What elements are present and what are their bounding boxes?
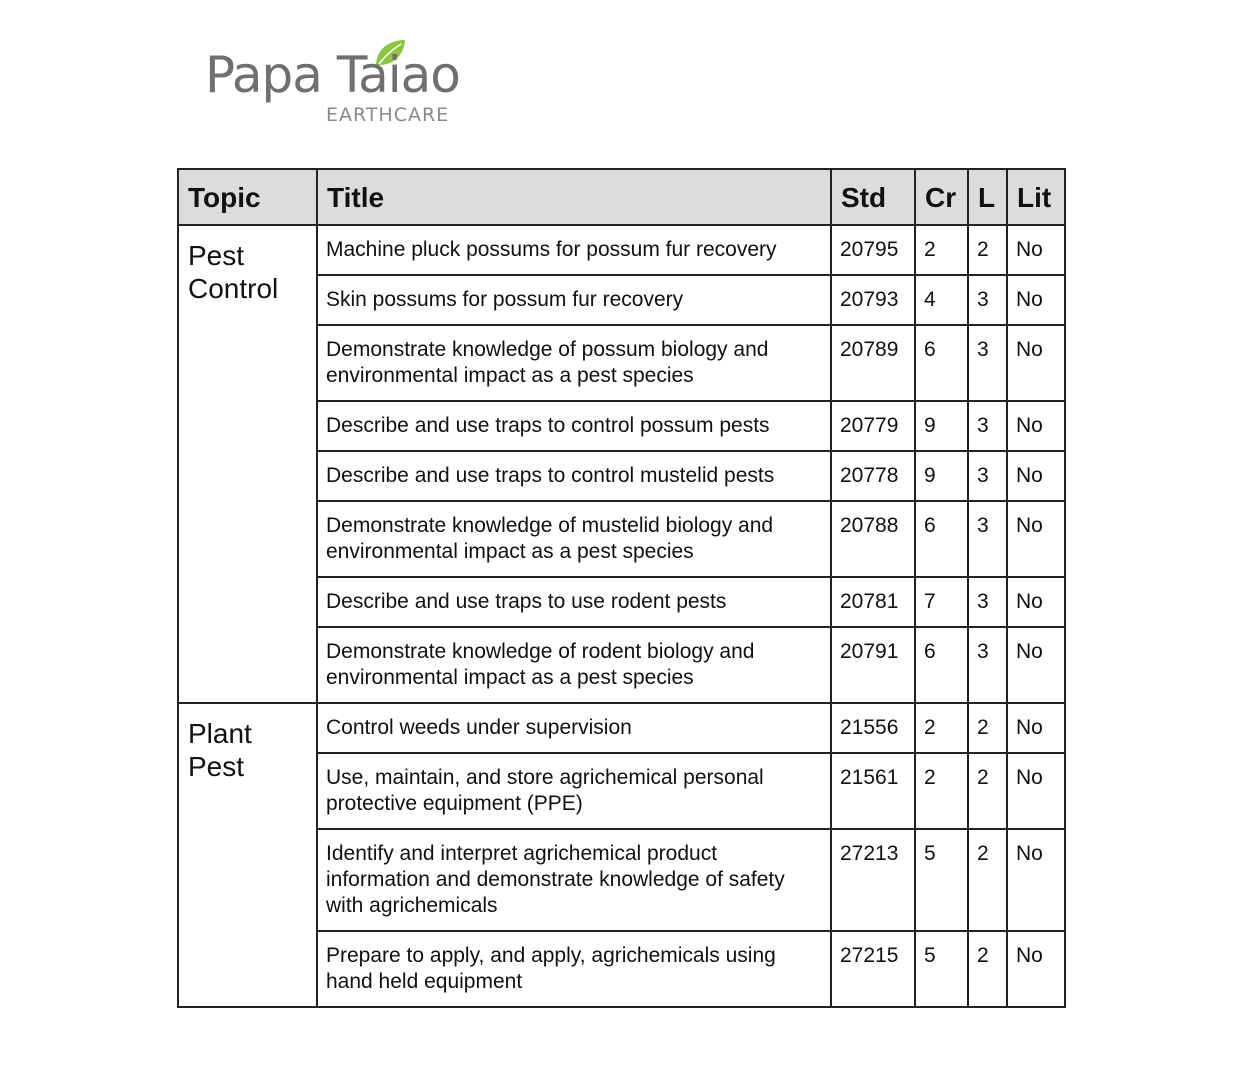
- level-cell: 3: [968, 451, 1007, 501]
- lit-cell: No: [1007, 401, 1065, 451]
- std-cell: 21556: [831, 703, 915, 753]
- lit-cell: No: [1007, 577, 1065, 627]
- cr-cell: 5: [915, 829, 968, 931]
- table-row: [178, 225, 1065, 275]
- header-cr: Cr: [915, 169, 968, 225]
- level-cell: 2: [968, 703, 1007, 753]
- std-cell: 27213: [831, 829, 915, 931]
- std-cell: 20789: [831, 325, 915, 401]
- cr-cell: 7: [915, 577, 968, 627]
- logo-subtitle: EARTHCARE: [326, 104, 450, 126]
- level-cell: 3: [968, 501, 1007, 577]
- header-std: Std: [831, 169, 915, 225]
- title-cell: Use, maintain, and store agrichemical personal protective equipment (PPE): [317, 753, 831, 829]
- level-cell: 2: [968, 931, 1007, 1007]
- lit-cell: No: [1007, 829, 1065, 931]
- logo: [205, 38, 460, 130]
- cr-cell: 2: [915, 753, 968, 829]
- level-cell: 2: [968, 225, 1007, 275]
- header-row: [178, 169, 1065, 225]
- logo-brand: Papa Taiao: [205, 46, 460, 104]
- level-cell: 3: [968, 275, 1007, 325]
- title-cell: Describe and use traps to control possum pests: [317, 401, 831, 451]
- std-cell: 27215: [831, 931, 915, 1007]
- topic-cell: Pest Control: [178, 225, 317, 703]
- cr-cell: 6: [915, 627, 968, 703]
- header-title: Title: [317, 169, 831, 225]
- title-cell: Describe and use traps to use rodent pests: [317, 577, 831, 627]
- lit-cell: No: [1007, 931, 1065, 1007]
- table-row: [178, 703, 1065, 753]
- lit-cell: No: [1007, 501, 1065, 577]
- lit-cell: No: [1007, 325, 1065, 401]
- cr-cell: 6: [915, 325, 968, 401]
- title-cell: Skin possums for possum fur recovery: [317, 275, 831, 325]
- lit-cell: No: [1007, 753, 1065, 829]
- header-l: L: [968, 169, 1007, 225]
- lit-cell: No: [1007, 627, 1065, 703]
- cr-cell: 2: [915, 225, 968, 275]
- cr-cell: 9: [915, 451, 968, 501]
- cr-cell: 5: [915, 931, 968, 1007]
- topic-cell: Plant Pest: [178, 703, 317, 1007]
- std-cell: 20788: [831, 501, 915, 577]
- std-cell: 20791: [831, 627, 915, 703]
- header-lit: Lit: [1007, 169, 1065, 225]
- std-cell: 21561: [831, 753, 915, 829]
- title-cell: Identify and interpret agrichemical product information and demonstrate knowledge of safety with agrichemicals: [317, 829, 831, 931]
- std-cell: 20795: [831, 225, 915, 275]
- level-cell: 2: [968, 753, 1007, 829]
- title-cell: Demonstrate knowledge of mustelid biology and environmental impact as a pest species: [317, 501, 831, 577]
- cr-cell: 6: [915, 501, 968, 577]
- title-cell: Demonstrate knowledge of rodent biology and environmental impact as a pest species: [317, 627, 831, 703]
- std-cell: 20781: [831, 577, 915, 627]
- table-body: [178, 225, 1065, 1007]
- std-cell: 20779: [831, 401, 915, 451]
- level-cell: 2: [968, 829, 1007, 931]
- level-cell: 3: [968, 401, 1007, 451]
- lit-cell: No: [1007, 225, 1065, 275]
- cr-cell: 4: [915, 275, 968, 325]
- lit-cell: No: [1007, 703, 1065, 753]
- level-cell: 3: [968, 325, 1007, 401]
- title-cell: Prepare to apply, and apply, agrichemicals using hand held equipment: [317, 931, 831, 1007]
- unit-standards-table: [177, 168, 1066, 1008]
- title-cell: Describe and use traps to control mustelid pests: [317, 451, 831, 501]
- title-cell: Demonstrate knowledge of possum biology and environmental impact as a pest species: [317, 325, 831, 401]
- title-cell: Machine pluck possums for possum fur recovery: [317, 225, 831, 275]
- std-cell: 20793: [831, 275, 915, 325]
- level-cell: 3: [968, 627, 1007, 703]
- level-cell: 3: [968, 577, 1007, 627]
- lit-cell: No: [1007, 451, 1065, 501]
- header-topic: Topic: [178, 169, 317, 225]
- cr-cell: 2: [915, 703, 968, 753]
- std-cell: 20778: [831, 451, 915, 501]
- cr-cell: 9: [915, 401, 968, 451]
- lit-cell: No: [1007, 275, 1065, 325]
- title-cell: Control weeds under supervision: [317, 703, 831, 753]
